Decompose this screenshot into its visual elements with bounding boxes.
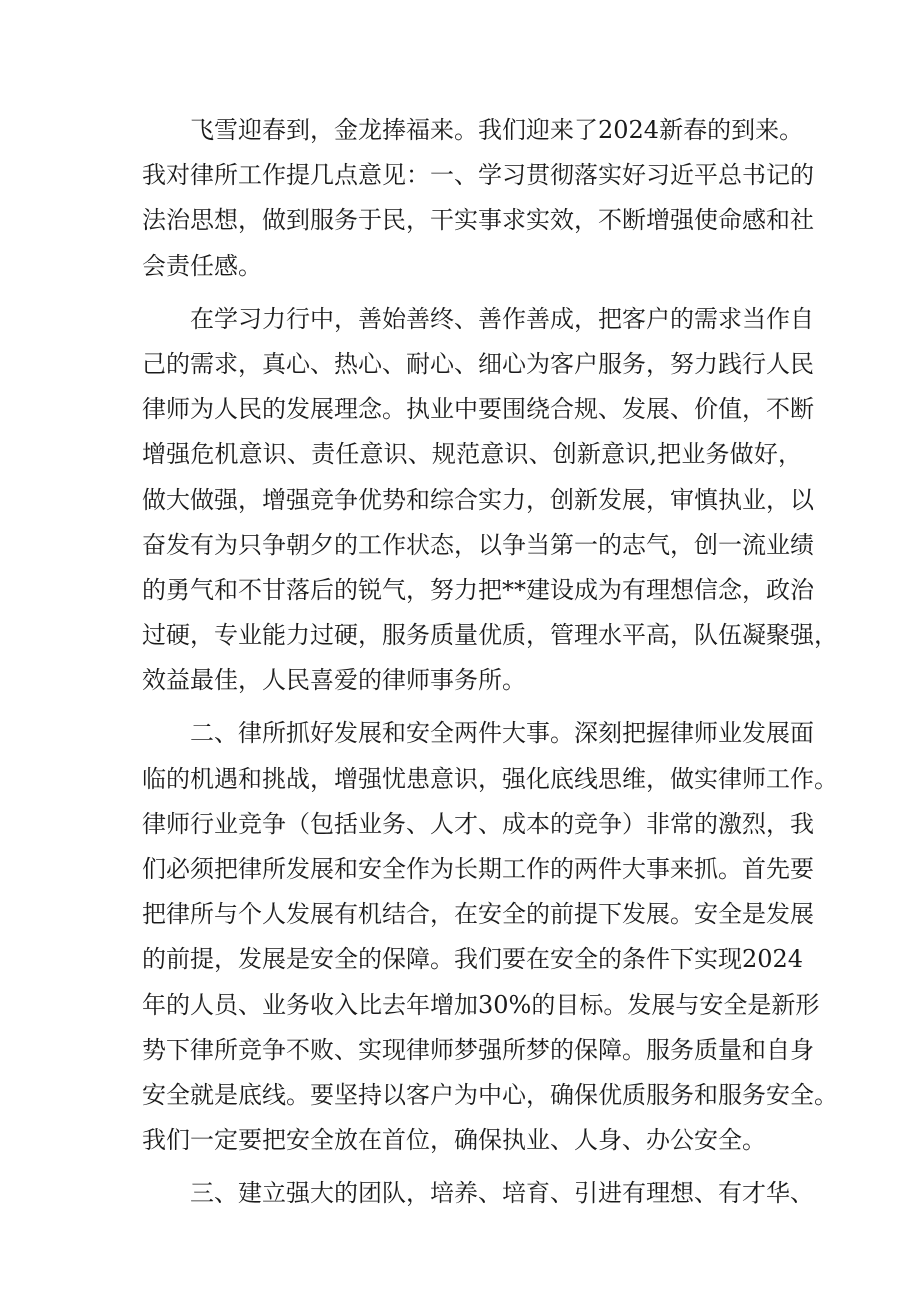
text-line: 奋发有为只争朝夕的工作状态，以争当第一的志气，创一流业绩 — [142, 530, 814, 559]
text-line: 安全就是底线。要坚持以客户为中心，确保优质服务和服务安全。 — [142, 1080, 838, 1109]
text-line: 飞雪迎春到，金龙捧福来。我们迎来了2024新春的到来。 — [190, 116, 804, 144]
text-line: 会责任感。 — [142, 251, 262, 280]
text-line: 在学习力行中，善始善终、善作善成，把客户的需求当作自 — [190, 304, 814, 333]
text-line: 效益最佳，人民喜爱的律师事务所。 — [142, 666, 526, 695]
text-line: 二、律所抓好发展和安全两件大事。深刻把握律师业发展面 — [190, 719, 814, 748]
text-line: 我对律所工作提几点意见：一、学习贯彻落实好习近平总书记的 — [142, 161, 814, 190]
text-line: 年的人员、业务收入比去年增加30%的目标。发展与安全是新形 — [142, 990, 820, 1019]
text-line: 们必须把律所发展和安全作为长期工作的两件大事来抓。首先要 — [142, 855, 814, 883]
text-line: 法治思想，做到服务于民，干实事求实效，不断增强使命感和社 — [142, 206, 814, 235]
text-line: 把律所与个人发展有机结合，在安全的前提下发展。安全是发展 — [142, 900, 814, 929]
paragraph-1 — [142, 108, 814, 289]
paragraph-4 — [142, 1171, 814, 1216]
document-body — [142, 108, 838, 1217]
text-line: 我们一定要把安全放在首位，确保执业、人身、办公安全。 — [142, 1126, 766, 1155]
text-line: 做大做强，增强竞争优势和综合实力，创新发展，审慎执业，以 — [142, 485, 814, 514]
text-line: 律师行业竞争（包括业务、人才、成本的竞争）非常的激烈，我 — [142, 809, 814, 838]
text-line: 己的需求，真心、热心、耐心、细心为客户服务，努力践行人民 — [142, 349, 814, 378]
text-line: 过硬，专业能力过硬，服务质量优质，管理水平高，队伍凝聚强， — [142, 621, 838, 650]
text-line: 律师为人民的发展理念。执业中要围绕合规、发展、价值，不断 — [142, 395, 814, 424]
paragraph-2 — [142, 297, 838, 704]
text-line: 增强危机意识、责任意识、规范意识、创新意识,把业务做好， — [142, 440, 802, 469]
text-line: 临的机遇和挑战，增强忧患意识，强化底线思维，做实律师工作。 — [142, 764, 838, 793]
text-line: 的勇气和不甘落后的锐气，努力把**建设成为有理想信念，政治 — [142, 575, 814, 604]
text-line: 三、建立强大的团队，培养、培育、引进有理想、有才华、 — [190, 1179, 814, 1208]
paragraph-3 — [142, 711, 838, 1163]
text-line: 势下律所竞争不败、实现律师梦强所梦的保障。服务质量和自身 — [142, 1035, 814, 1064]
text-line: 的前提，发展是安全的保障。我们要在安全的条件下实现2024 — [142, 945, 804, 974]
